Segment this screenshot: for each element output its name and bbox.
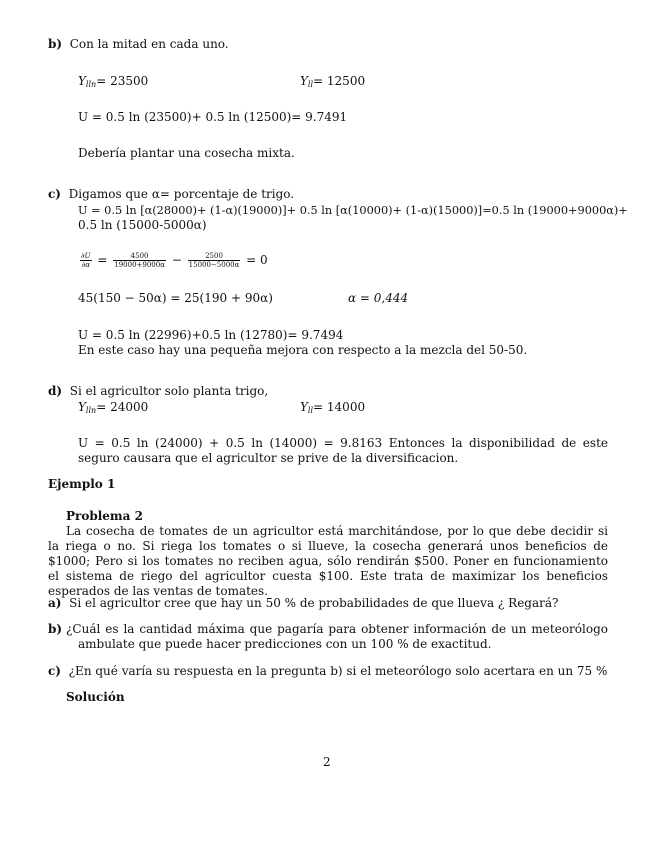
part-d-text: Si el agricultor solo planta trigo, bbox=[69, 384, 269, 398]
problem-title: Problema 2 bbox=[66, 509, 143, 523]
part-b-text: Con la mitad en cada uno. bbox=[69, 37, 229, 51]
part-c-utility-result: U = 0.5 ln (22996)+0.5 ln (12780)= 9.7494 bbox=[78, 328, 344, 342]
problem-text: La cosecha de tomates de un agricultor está marchitándose, por lo que debe decidir si la riega o no. Si riega los tomates o si llueve, la cosecha generará unos beneficios de $1000; Pero si los tomates no reciben agua, sólo rendirán $500. Poner en funcionamiento el sistema de riego del agricultor cuesta $100. Este trata de maximizar los beneficios esperados de las ventas de tomates. bbox=[48, 524, 608, 598]
part-c-line bbox=[48, 187, 294, 202]
solution-heading: Solución bbox=[66, 690, 125, 704]
part-c-solve-equation: 45(150 − 50α) = 25(190 + 90α) bbox=[78, 291, 273, 305]
part-d-label: d) bbox=[48, 384, 63, 398]
part-b-y-lln: $Y_{lln}= 23500$ bbox=[78, 74, 149, 89]
part-c-derivative: $\frac{\partial U}{\partial\alpha}$ = $\frac{4500}{19000+9000\alpha}$ − $\frac{2500}{15000-5000\alpha}$ = 0 bbox=[81, 252, 268, 269]
page-number: 2 bbox=[323, 755, 331, 769]
fraction-2500: $\frac{2500}{15000-5000\alpha}$ bbox=[188, 252, 240, 269]
question-b: b) ¿Cuál es la cantidad máxima que pagaría para obtener información de un meteorólogo ambulate que puede hacer predicciones con un 100 % de exactitud. bbox=[48, 622, 608, 651]
part-b-y-ll: $Y_{ll}= 12500$ bbox=[300, 74, 366, 89]
part-d-y-lln: $Y_{lln}= 24000$ bbox=[78, 400, 149, 415]
part-c-utility-line-1: U = 0.5 ln [α(28000)+ (1-α)(19000)]+ 0.5 ln [α(10000)+ (1-α)(15000)]=0.5 ln (19000+9000α)+ bbox=[78, 204, 628, 217]
part-d-utility-text: U = 0.5 ln (24000) + 0.5 ln (14000) = 9.8163 Entonces la disponibilidad de este seguro causara que el agricultor se prive de la diversificacion. bbox=[78, 436, 608, 465]
part-d-y-ll: $Y_{ll}= 14000$ bbox=[300, 400, 366, 415]
part-b-label: b) bbox=[48, 37, 63, 51]
part-b-conclusion: Debería plantar una cosecha mixta. bbox=[78, 146, 295, 160]
part-c-label: c) bbox=[48, 187, 61, 201]
part-b-utility: U = 0.5 ln (23500)+ 0.5 ln (12500)= 9.7491 bbox=[78, 110, 348, 124]
part-b-line bbox=[48, 37, 229, 52]
part-c-utility-line-2: 0.5 ln (15000-5000α) bbox=[78, 218, 207, 232]
question-a: a) Si el agricultor cree que hay un 50 % de probabilidades de que llueva ¿ Regará? bbox=[48, 596, 559, 610]
part-c-intro: Digamos que α= porcentaje de trigo. bbox=[68, 187, 295, 201]
fraction-4500: $\frac{4500}{19000+9000\alpha}$ bbox=[114, 252, 165, 269]
dU-dalpha-fraction: $\frac{\partial U}{\partial\alpha}$ bbox=[81, 252, 91, 269]
ejemplo-heading: Ejemplo 1 bbox=[48, 477, 116, 491]
question-c: c) ¿En qué varía su respuesta en la pregunta b) si el meteorólogo solo acertara en un 75 % bbox=[48, 664, 608, 678]
part-d-line bbox=[48, 384, 268, 399]
part-c-alpha-value: α = 0,444 bbox=[348, 291, 409, 305]
part-c-comment: En este caso hay una pequeña mejora con respecto a la mezcla del 50-50. bbox=[78, 343, 528, 357]
